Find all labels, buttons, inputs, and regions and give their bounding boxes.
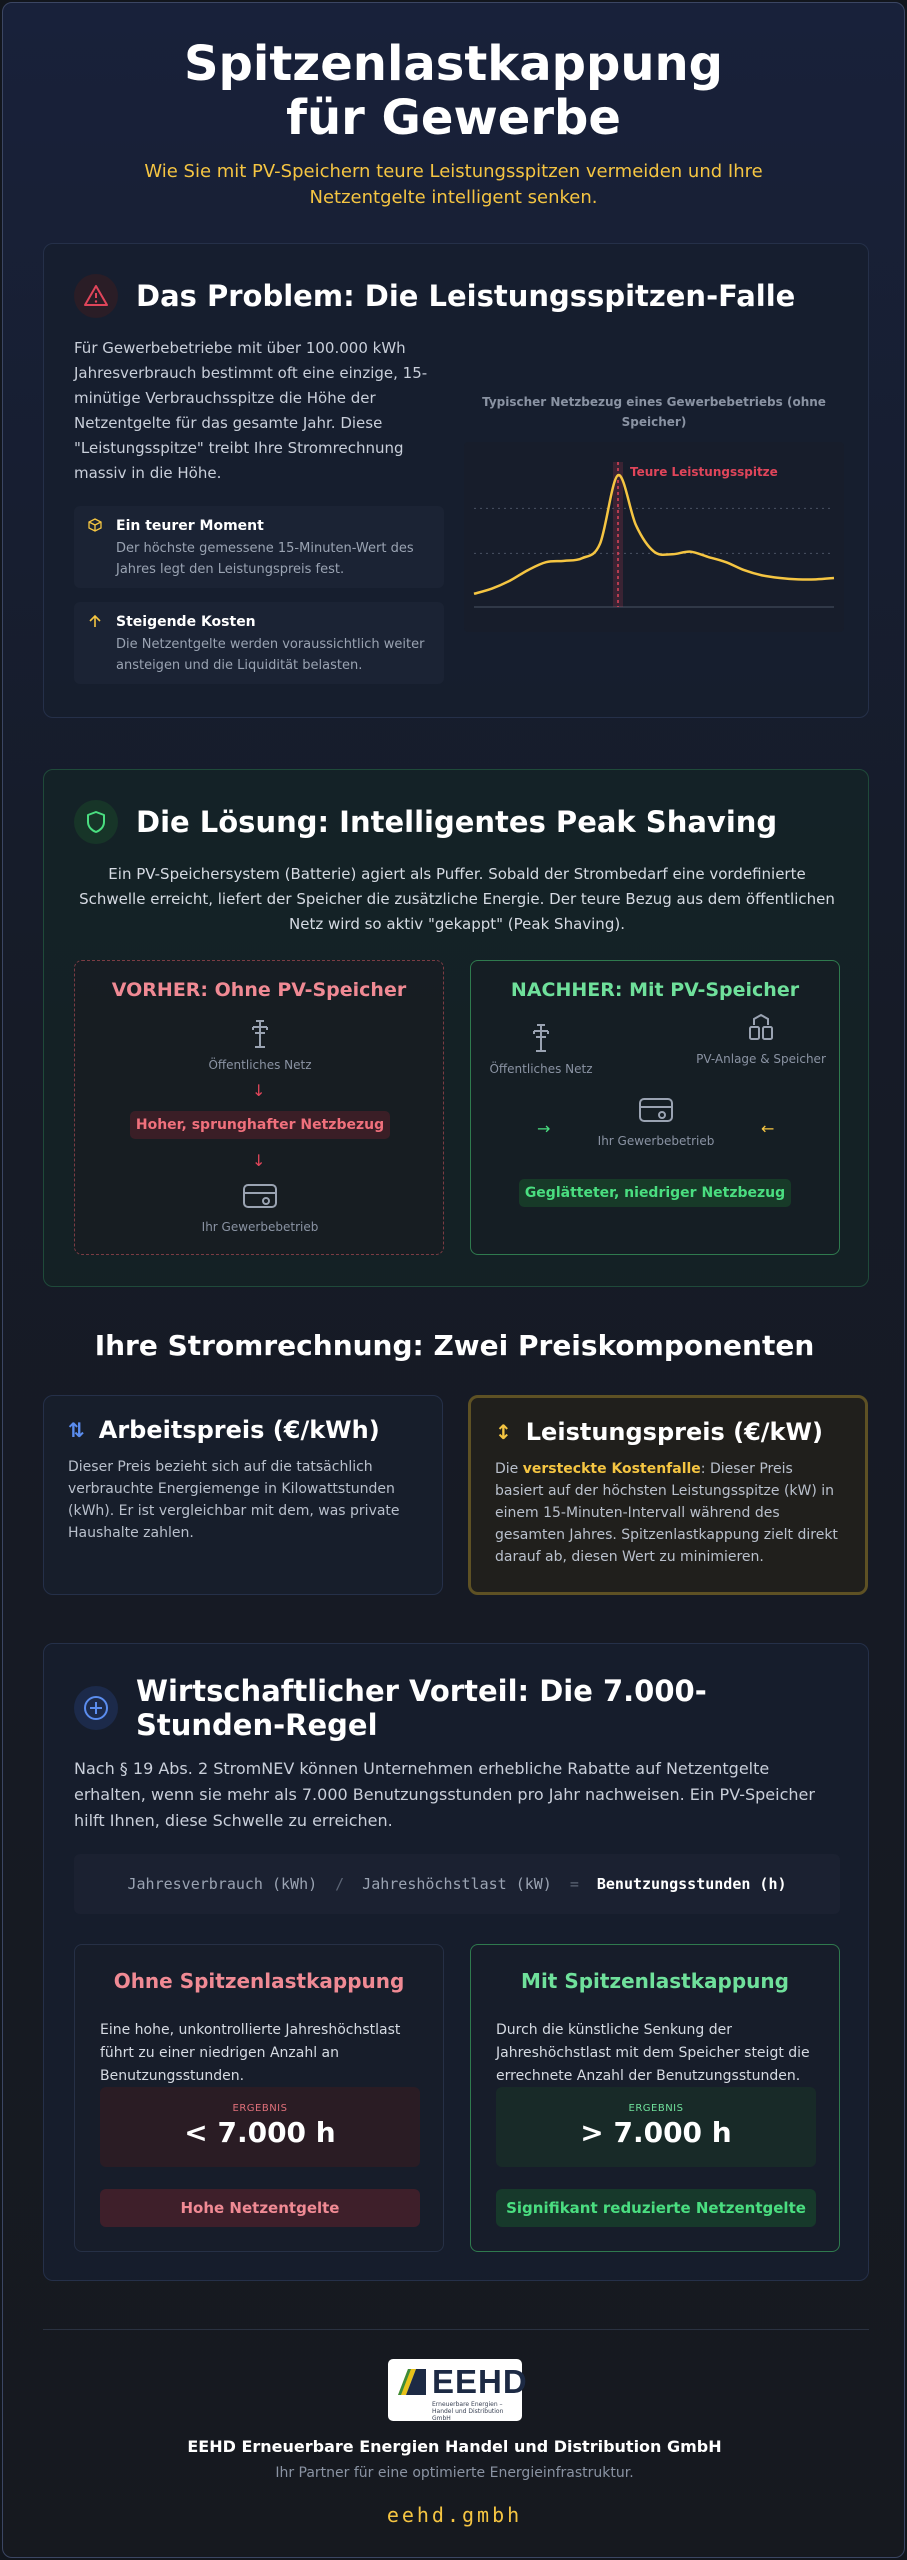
logo-mark-icon bbox=[398, 2369, 426, 2395]
solution-title: Die Lösung: Intelligentes Peak Shaving bbox=[136, 805, 778, 839]
power-tower-icon bbox=[185, 1019, 335, 1056]
advantage-text: Nach § 19 Abs. 2 StromNEV können Unternehmen erhebliche Rabatte auf Netzentgelte erhalten, wenn sie mehr als 7.000 Benutzungsstunden pro Jahr nachweisen. Ein PV-Speicher hilft Ihnen, diese Schwelle zu erreichen. bbox=[74, 1759, 815, 1830]
arrow-down-icon: ↓ bbox=[252, 1151, 266, 1170]
plus-circle-icon bbox=[74, 1686, 118, 1730]
scenario-text: Eine hohe, unkontrollierte Jahreshöchstlast führt zu einer niedrigen Anzahl an Benutzungsstunden. bbox=[100, 2022, 401, 2084]
result-pill: Hohe Netzentgelte bbox=[100, 2189, 420, 2227]
company-name: EEHD Erneuerbare Energien Handel und Distribution GmbH bbox=[187, 2437, 722, 2456]
business-node bbox=[185, 1181, 335, 1236]
after-status-pill: Geglätteter, niedriger Netzbezug bbox=[519, 1179, 791, 1207]
solar-battery-icon bbox=[686, 1013, 836, 1050]
info-text: Die Netzentgelte werden voraussichtlich weiter ansteigen und die Liquidität belasten. bbox=[116, 637, 425, 673]
grid-node bbox=[185, 1019, 335, 1074]
leistungspreis-text-pre: Die bbox=[495, 1461, 523, 1477]
result-value: > 7.000 h bbox=[580, 2116, 732, 2149]
result-pill: Signifikant reduzierte Netzentgelte bbox=[496, 2189, 816, 2227]
info-title: Steigende Kosten bbox=[116, 614, 256, 630]
scenario-with bbox=[470, 1944, 840, 2252]
grid-label: Öffentliches Netz bbox=[489, 1062, 593, 1076]
arbeitspreis-title-text: Arbeitspreis (€/kWh) bbox=[98, 1416, 380, 1444]
business-building-icon bbox=[581, 1095, 731, 1132]
logo-text: EEHD bbox=[432, 2363, 528, 2400]
result-value: < 7.000 h bbox=[184, 2116, 336, 2149]
warning-triangle-icon bbox=[74, 274, 118, 318]
business-label: Ihr Gewerbebetrieb bbox=[597, 1134, 715, 1148]
pv-storage-label: PV-Anlage & Speicher bbox=[696, 1052, 826, 1066]
after-panel bbox=[470, 960, 840, 1255]
arbeitspreis-text: Dieser Preis bezieht sich auf die tatsächlich verbrauchte Energiemenge in Kilowattstunden (kWh). Er ist vergleichbar mit dem, was private Haushalte zahlen. bbox=[68, 1459, 400, 1541]
chart-title: Typischer Netzbezug eines Gewerbebetriebs (ohne Speicher) bbox=[482, 395, 826, 429]
result-box bbox=[496, 2087, 816, 2167]
problem-text: Für Gewerbebetriebe mit über 100.000 kWh Jahresverbrauch bestimmt oft eine einzige, 15-minütige Verbrauchsspitze die Höhe der Netzentgelte für das gesamte Jahr. Diese "Leistungsspitze" treibt Ihre Stromrechnung massiv in die Höhe. bbox=[74, 339, 428, 482]
solution-text: Ein PV-Speichersystem (Batterie) agiert als Puffer. Sobald der Strombedarf eine vordefinierte Schwelle erreicht, liefert der Speicher die zusätzliche Energie. Der teure Bezug aus dem öffentlichen Netz wird so aktiv "gekappt" (Peak Shaving). bbox=[79, 865, 835, 933]
grid-label: Öffentliches Netz bbox=[208, 1058, 312, 1072]
arrow-right-icon: → bbox=[537, 1119, 551, 1138]
result-label: ERGEBNIS bbox=[628, 2103, 684, 2114]
page-title: Spitzenlastkappung für Gewerbe bbox=[183, 36, 724, 146]
leistungspreis-title-text: Leistungspreis (€/kW) bbox=[525, 1418, 823, 1446]
result-box bbox=[100, 2087, 420, 2167]
company-logo bbox=[388, 2359, 528, 2422]
business-label: Ihr Gewerbebetrieb bbox=[201, 1220, 319, 1234]
bill-heading: Ihre Stromrechnung: Zwei Preiskomponenten bbox=[94, 1329, 815, 1362]
advantage-title: Wirtschaftlicher Vorteil: Die 7.000-Stunden-Regel bbox=[136, 1674, 707, 1742]
logo-subtext: Erneuerbare Energien – Handel und Distribution GmbH bbox=[432, 2401, 504, 2422]
header bbox=[3, 3, 904, 211]
formula-numerator: Jahresverbrauch (kWh) bbox=[127, 1875, 318, 1893]
before-status-pill: Hoher, sprunghafter Netzbezug bbox=[130, 1111, 390, 1139]
power-tower-icon bbox=[466, 1023, 616, 1060]
info-text: Der höchste gemessene 15-Minuten-Wert des Jahres legt den Leistungspreis fest. bbox=[116, 541, 414, 577]
scenario-text: Durch die künstliche Senkung der Jahreshöchstlast mit dem Speicher steigt die errechnete Anzahl der Benutzungsstunden. bbox=[496, 2022, 810, 2084]
problem-card bbox=[43, 243, 869, 718]
leistungspreis-card bbox=[468, 1395, 868, 1595]
footer-divider bbox=[43, 2329, 869, 2330]
pv-storage-node bbox=[686, 1013, 836, 1068]
result-label: ERGEBNIS bbox=[232, 2103, 288, 2114]
arrow-left-icon: ← bbox=[761, 1119, 775, 1138]
advantage-heading bbox=[74, 1674, 796, 1742]
shield-icon bbox=[74, 800, 118, 844]
business-building-icon bbox=[185, 1181, 335, 1218]
problem-heading bbox=[74, 274, 795, 318]
solution-card bbox=[43, 769, 869, 1287]
scenario-title: Mit Spitzenlastkappung bbox=[521, 1969, 789, 1993]
load-chart-svg bbox=[464, 442, 844, 632]
company-tagline: Ihr Partner für eine optimierte Energieinfrastruktur. bbox=[275, 2465, 634, 2481]
advantage-card bbox=[43, 1643, 869, 2281]
formula-divide: / bbox=[335, 1875, 345, 1893]
peak-annotation-label: Teure Leistungsspitze bbox=[630, 465, 778, 479]
solution-heading bbox=[74, 800, 777, 844]
arrow-down-icon: ↓ bbox=[252, 1081, 266, 1100]
scenario-title: Ohne Spitzenlastkappung bbox=[113, 1969, 405, 1993]
load-chart bbox=[464, 392, 844, 636]
leistungspreis-text bbox=[495, 1458, 841, 1568]
cube-icon bbox=[88, 518, 102, 536]
scenario-without bbox=[74, 1944, 444, 2252]
arrow-up-icon bbox=[88, 614, 102, 632]
arrows-vertical-icon: ↕ bbox=[495, 1420, 512, 1444]
infographic-page bbox=[2, 2, 905, 2558]
info-box-expensive-moment bbox=[74, 506, 444, 588]
formula-denominator: Jahreshöchstlast (kW) bbox=[362, 1875, 552, 1893]
grid-node bbox=[466, 1023, 616, 1078]
business-node bbox=[581, 1095, 731, 1150]
arbeitspreis-card bbox=[43, 1395, 443, 1595]
after-title: NACHHER: Mit PV-Speicher bbox=[510, 979, 800, 1001]
leistungspreis-highlight: versteckte Kostenfalle bbox=[522, 1461, 701, 1477]
before-panel bbox=[74, 960, 444, 1255]
arbeitspreis-title bbox=[68, 1416, 418, 1444]
arrows-updown-icon: ⇅ bbox=[68, 1418, 85, 1442]
website-link[interactable]: eehd.gmbh bbox=[386, 2503, 523, 2527]
leistungspreis-title bbox=[495, 1418, 841, 1446]
info-box-rising-costs bbox=[74, 602, 444, 684]
page-subtitle: Wie Sie mit PV-Speichern teure Leistungsspitzen vermeiden und Ihre Netzentgelte intelligent senken. bbox=[144, 161, 763, 208]
info-title: Ein teurer Moment bbox=[116, 518, 264, 534]
leistungspreis-text-post: : Dieser Preis basiert auf der höchsten Leistungsspitze (kW) in einem 15-Minuten-Intervall während des gesamten Jahres. Spitzenlastkappung zielt direkt darauf ab, diesen Wert zu minimieren. bbox=[495, 1461, 838, 1565]
before-title: VORHER: Ohne PV-Speicher bbox=[111, 979, 407, 1001]
problem-title: Das Problem: Die Leistungsspitzen-Falle bbox=[136, 279, 796, 313]
formula bbox=[74, 1854, 840, 1914]
formula-result: Benutzungsstunden (h) bbox=[596, 1875, 787, 1893]
formula-equals: = bbox=[569, 1875, 579, 1893]
